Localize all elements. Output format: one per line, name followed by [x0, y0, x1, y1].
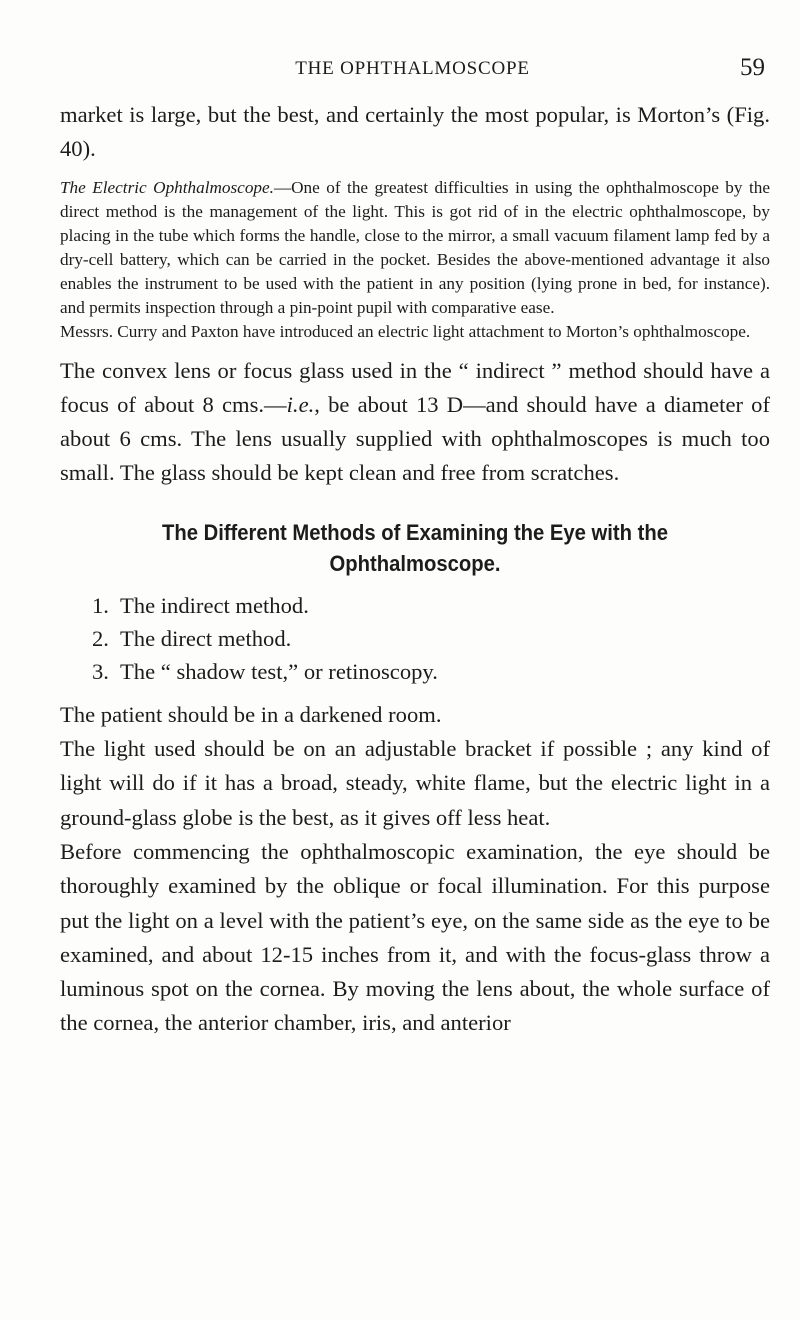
list-number: 2.: [92, 625, 109, 651]
small-print-block: [60, 176, 770, 344]
text-block: [60, 98, 770, 1041]
running-head: [60, 56, 765, 86]
section-heading: The Different Methods of Examining the Eye with the Ophthalmoscope.: [161, 519, 669, 576]
page-number: 59: [740, 54, 765, 81]
paragraph-light-bracket: The light used should be on an adjustable bracket if possible ; any kind of light will do if it has a broad, steady, white flame, but the electric light in a ground-glass globe is the best, as it gives off less heat.: [60, 736, 770, 830]
paragraph-market: market is large, but the best, and certainly the most popular, is Morton’s (Fig. 40).: [60, 102, 770, 162]
paragraph-curry-paxton: Messrs. Curry and Paxton have introduced an electric light attachment to Morton’s ophthalmoscope.: [60, 321, 751, 341]
list-number: 1.: [92, 592, 109, 618]
list-item: [92, 589, 770, 622]
paragraph-convex-lens: [60, 354, 770, 491]
paragraph-electric-ophthalmoscope: [60, 176, 770, 320]
list-item: [92, 655, 770, 688]
running-title: THE OPHTHALMOSCOPE: [295, 58, 530, 79]
paragraph-darkened-room: The patient should be in a darkened room.: [60, 701, 442, 727]
list-text: The direct method.: [120, 625, 292, 651]
ie-abbreviation: i.e.: [286, 391, 315, 417]
list-text: The indirect method.: [120, 592, 309, 618]
convex-lens-text-a: The convex lens or focus glass used in the “ indirect ” method should have a focus of about 8 cms.—: [60, 357, 770, 417]
electric-ophthalmoscope-text: —One of the greatest difficulties in using the ophthalmoscope by the direct method is the management of the light. This is got rid of in the electric ophthalmoscope, by placing in the tube which forms the handle, close to the mirror, a small vacuum filament lamp fed by a dry-cell battery, which can be carried in the pocket. Besides the above-mentioned advantage it also enables the instrument to be used with the patient in any position (lying prone in bed, for instance). and permits inspection through a pin-point pupil with comparative ease.: [60, 177, 770, 317]
section-title-electric-ophthalmoscope: The Electric Ophthalmoscope.: [60, 177, 274, 197]
methods-list: [60, 589, 770, 688]
list-text: The “ shadow test,” or retinoscopy.: [120, 658, 438, 684]
convex-lens-text-b: , be about 13 D—and should have a diameter of about 6 cms. The lens usually supplied with ophthalmoscopes is much too small. The glass should be kept clean and free from scratches.: [60, 391, 771, 486]
paragraph-examination: Before commencing the ophthalmoscopic examination, the eye should be thoroughly examined by the oblique or focal illumination. For this purpose put the light on a level with the patient’s eye, on the same side as the eye to be examined, and about 12-15 inches from it, and with the focus-glass throw a luminous spot on the cornea. By moving the lens about, the whole surface of the cornea, the anterior chamber, iris, and anterior: [60, 838, 770, 1036]
list-number: 3.: [92, 658, 109, 684]
list-item: [92, 622, 770, 655]
